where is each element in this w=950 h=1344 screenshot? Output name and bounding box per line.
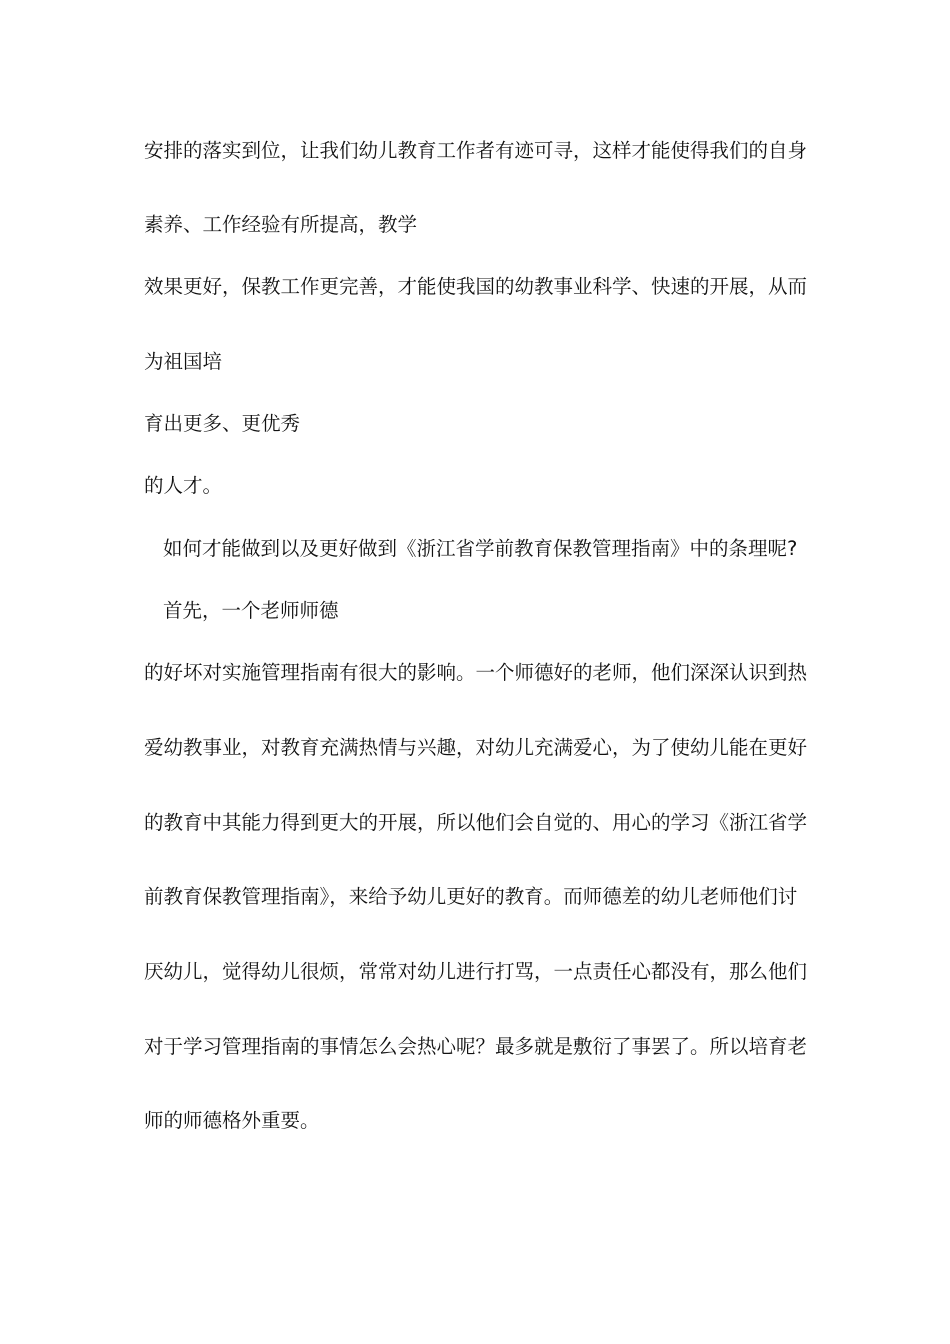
text-line: 厌幼儿，觉得幼儿很烦，常常对幼儿进行打骂，一点责任心都没有，那么他们 xyxy=(144,960,808,983)
text-line: 爱幼教事业，对教育充满热情与兴趣，对幼儿充满爱心，为了使幼儿能在更好 xyxy=(144,736,808,759)
text-line: 前教育保教管理指南》，来给予幼儿更好的教育。而师德差的幼儿老师他们讨 xyxy=(144,885,798,908)
text-line: 师的师德格外重要。 xyxy=(144,1109,320,1132)
text-line: 育出更多、更优秀 xyxy=(144,412,301,435)
text-line: 的好坏对实施管理指南有很大的影响。一个师德好的老师，他们深深认识到热 xyxy=(144,661,808,684)
text-line: 效果更好，保教工作更完善，才能使我国的幼教事业科学、快速的开展，从而 xyxy=(144,275,808,298)
text-line: 为祖国培 xyxy=(144,350,223,373)
paragraph-question: 如何才能做到以及更好做到《浙江省学前教育保教管理指南》中的条理呢? xyxy=(163,537,798,560)
text-line: 素养、工作经验有所提高，教学 xyxy=(144,213,418,236)
text-line: 安排的落实到位，让我们幼儿教育工作者有迹可寻，这样才能使得我们的自身 xyxy=(144,139,808,162)
text-line: 对于学习管理指南的事情怎么会热心呢？最多就是敷衍了事罢了。所以培育老 xyxy=(144,1035,808,1058)
paragraph-start: 首先，一个老师师德 xyxy=(163,599,339,622)
text-line: 的教育中其能力得到更大的开展，所以他们会自觉的、用心的学习《浙江省学 xyxy=(144,811,808,834)
text-line: 的人才。 xyxy=(144,474,223,497)
